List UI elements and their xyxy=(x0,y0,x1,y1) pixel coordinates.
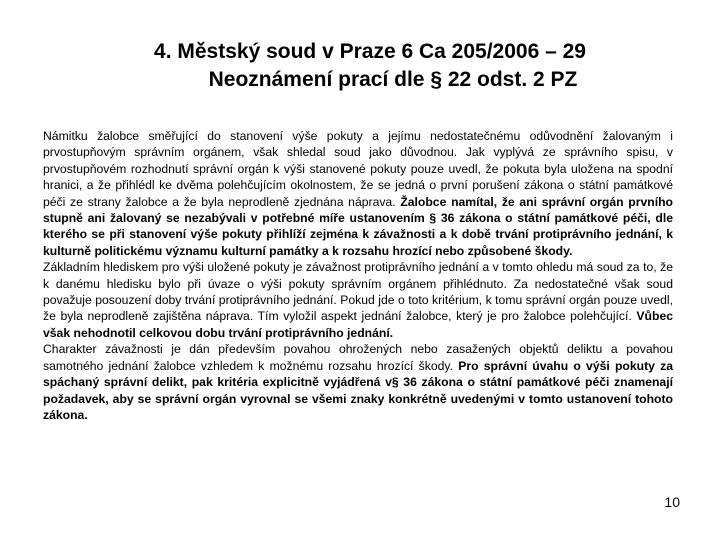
slide-title xyxy=(60,38,680,94)
paragraph-3 xyxy=(43,341,673,423)
paragraph-1-bold-text: Žalobce namítal, že ani správní orgán prvního stupně ani žalovaný se nezabývali v potřebné míře ustanovením § 36 zákona o státní památkové péči, dle kterého se při stanovení výše pokuty přihlíží zejména k závažnosti a k době trvání protiprávního jednání, k kulturně politickému významu kulturní památky a k rozsahu hrozící nebo způsobené škody. xyxy=(43,194,673,258)
paragraph-1 xyxy=(43,128,673,259)
title-line-1: 4. Městský soud v Praze 6 Ca 205/2006 – 29 xyxy=(154,40,586,63)
paragraph-3-bold-text: Pro správní úvahu o výši pokuty za spáchaný správní delikt, pak kritéria explicitně vyjádřená v§ 36 zákona o státní památkové péči znamenají požadavek, aby se správní orgán vyrovnal se všemi znaky konkrétně uvedenými v tomto ustanovení tohoto zákona. xyxy=(43,358,673,422)
paragraph-2-bold-text: Vůbec však nehodnotil celkovou dobu trvání protiprávního jednání. xyxy=(43,309,673,340)
paragraph-3-text: Charakter závažnosti je dán především povahou ohrožených nebo zasažených objektů deliktu a povahou samotného jednání žalobce vzhledem k možnému rozsahu hrozící škody. xyxy=(43,342,673,373)
title-line-2: Neoznámení prací dle § 22 odst. 2 PZ xyxy=(208,68,578,91)
slide-body xyxy=(43,128,673,423)
page-number: 10 xyxy=(664,494,680,510)
paragraph-2 xyxy=(43,259,673,341)
paragraph-2-text: Základním hlediskem pro výši uložené pokuty je závažnost protiprávního jednání a v tomto ohledu má soud za to, že k danému hledisku bylo při úvaze o výši pokuty správním orgánem přihlédnuto. Za nedostatečné však soud považuje posouzení doby trvání protiprávního jednání. Pokud jde o toto kritérium, k tomu správní orgán pouze uvedl, že byla neprodleně zajištěna náprava. Tím vyložil aspekt jednání žalobce, který je pro žalobce polehčující. xyxy=(43,260,673,324)
paragraph-1-text: Námitku žalobce směřující do stanovení výše pokuty a jejímu nedostatečnému odůvodnění žalovaným i prvostupňovým správním orgánem, však shledal soud jako důvodnou. Jak vyplývá ze správního spisu, v prvostupňovém rozhodnutí správní orgán k výši stanovené pokuty pouze uvedl, že pokuta byla uložena na spodní hranici, a že přihlédl ke dvěma polehčujícím okolnostem, že se jedná o první porušení zákona o státní památkové péči ze strany žalobce a že byla neprodleně zjednána náprava. xyxy=(43,129,673,209)
